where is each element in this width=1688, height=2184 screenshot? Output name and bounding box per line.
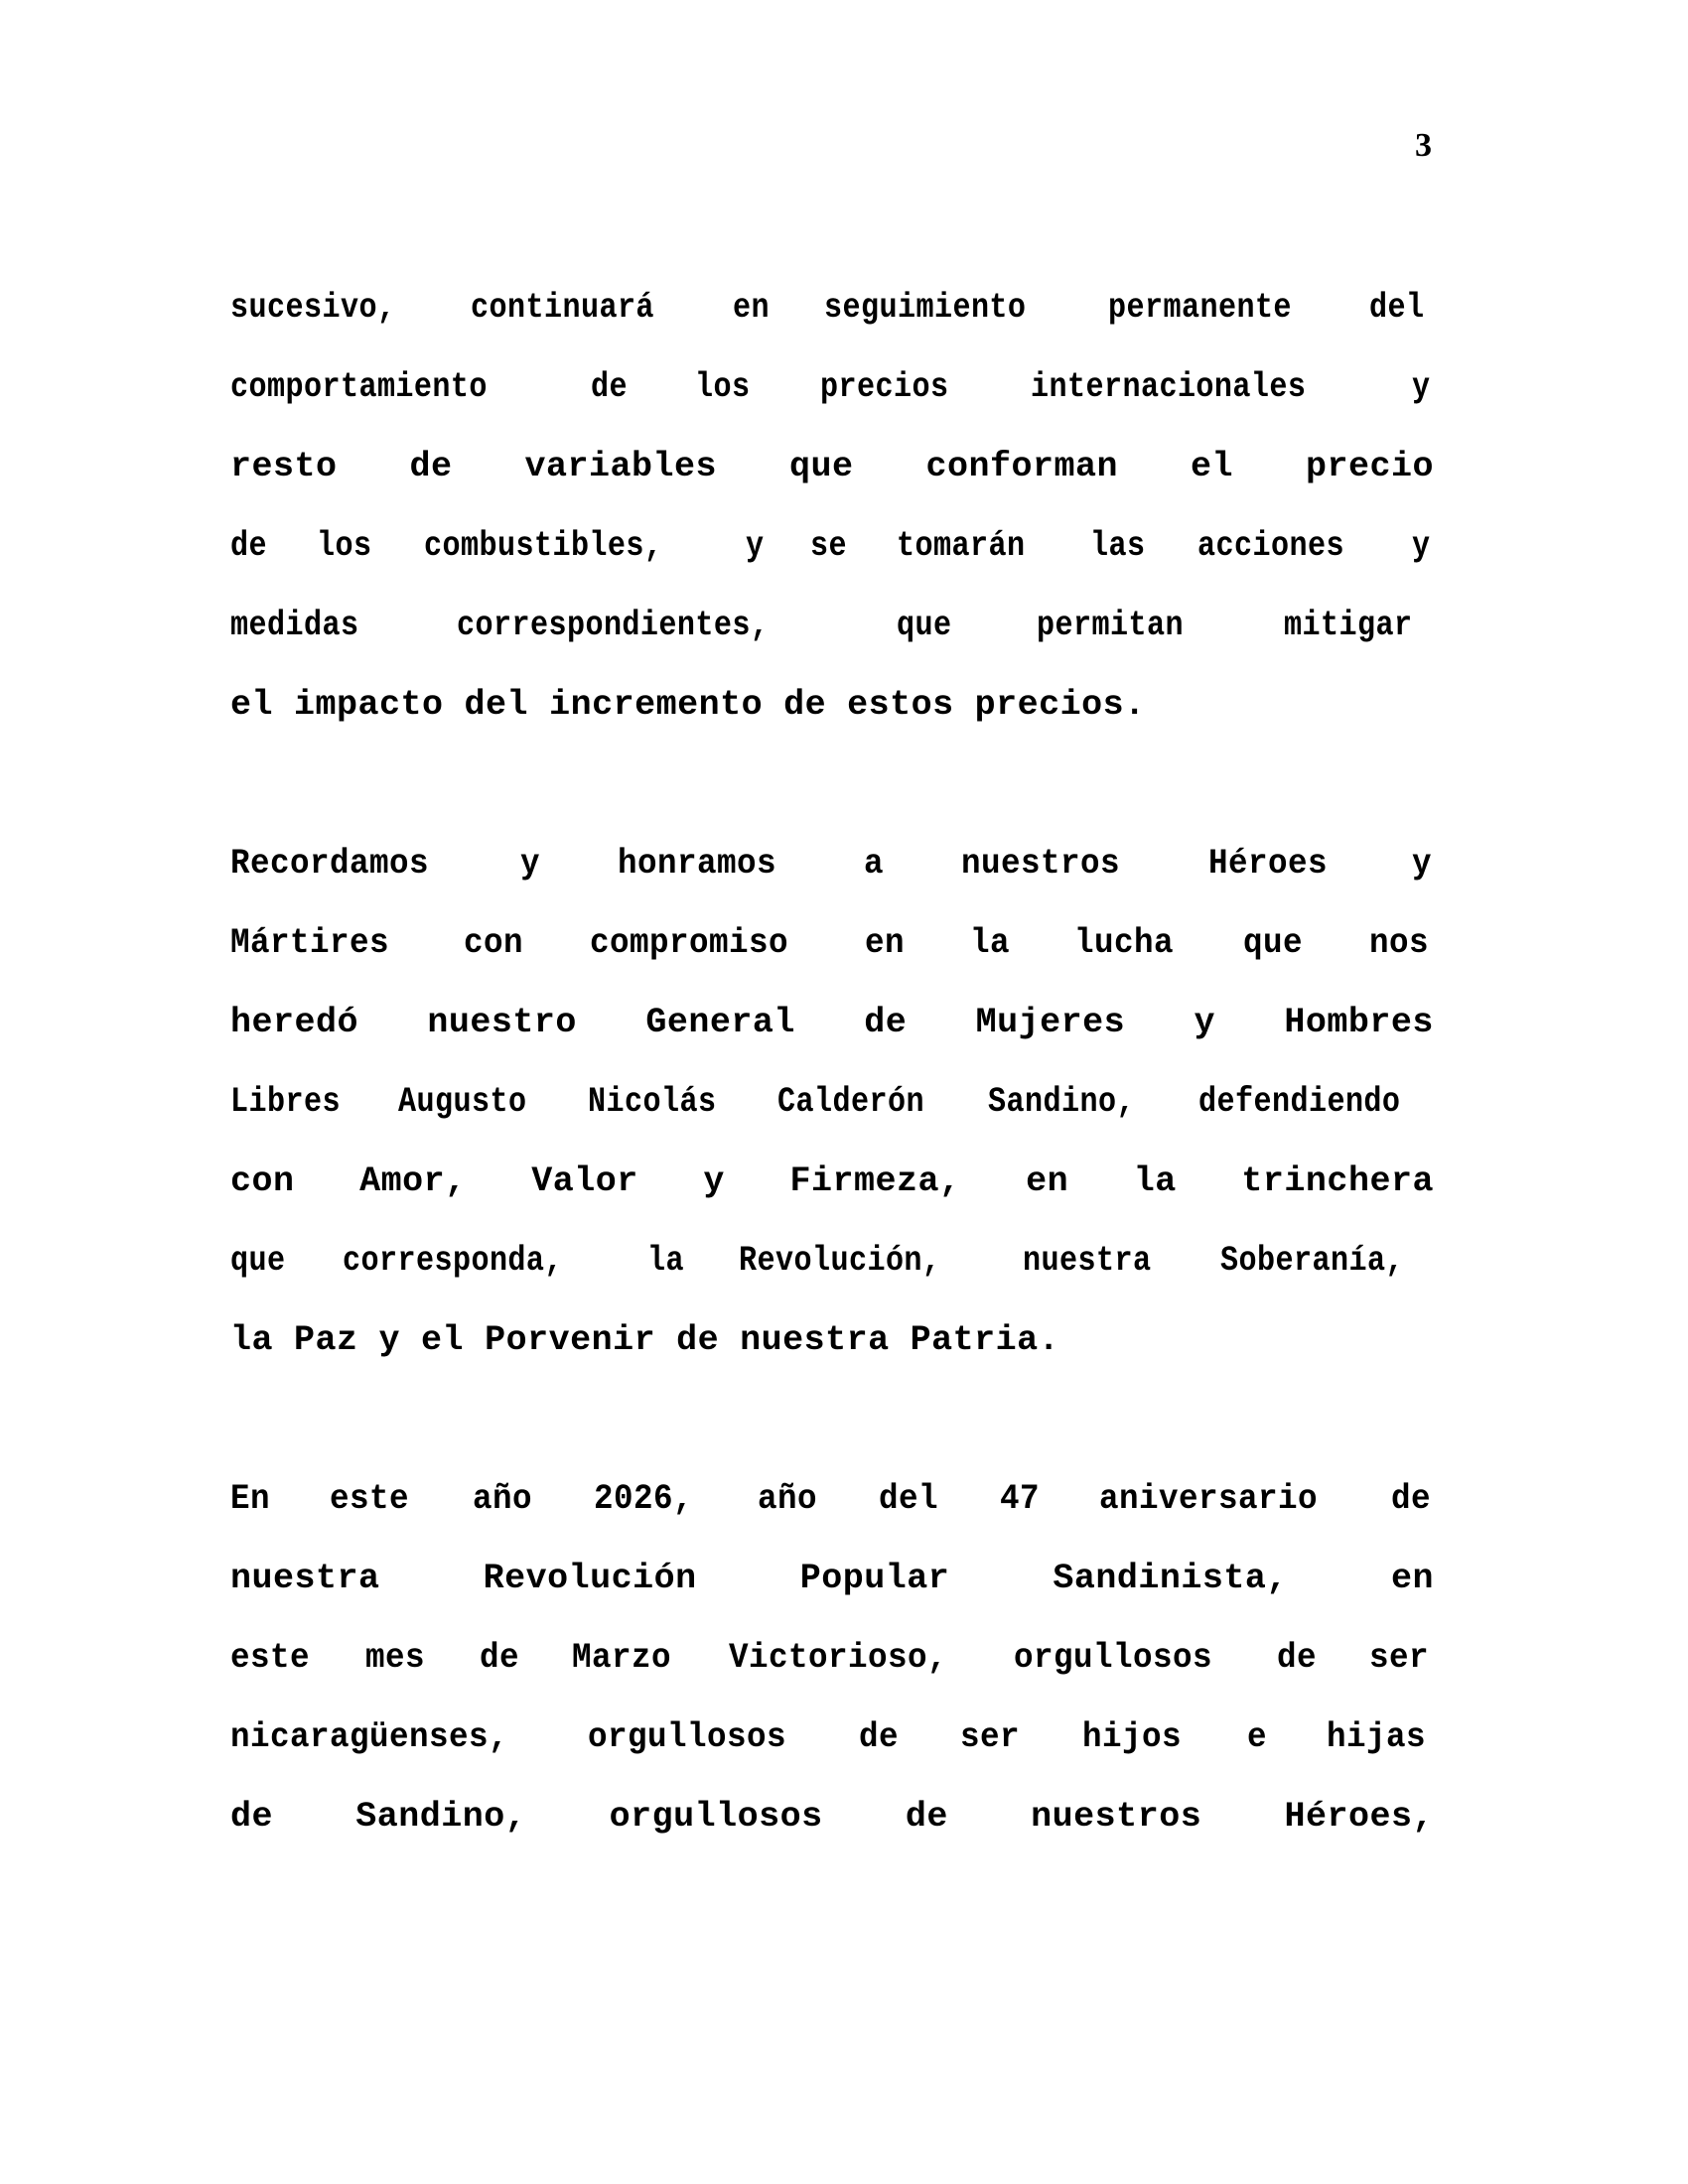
word: nuestra: [740, 1320, 890, 1360]
word: del: [878, 1479, 938, 1519]
word: con: [463, 923, 523, 963]
word: y: [1412, 526, 1431, 566]
word: y: [519, 844, 540, 884]
word: Sandinista,: [1053, 1559, 1288, 1598]
text-line: [230, 1757, 1434, 1837]
word: se: [810, 526, 848, 566]
paragraph: [230, 1439, 1434, 1837]
word: Revolución,: [739, 1241, 941, 1281]
text-line: [230, 407, 1434, 486]
word: incremento: [549, 685, 764, 725]
word: orgullosos: [1013, 1638, 1212, 1678]
word: Nicolás: [588, 1082, 717, 1122]
word: lucha: [1074, 923, 1175, 963]
word: estos: [847, 685, 954, 725]
word: a: [864, 844, 885, 884]
word: Patria.: [910, 1320, 1060, 1360]
word: Paz: [294, 1320, 358, 1360]
word: honramos: [617, 844, 776, 884]
word: de: [590, 367, 628, 407]
word: de: [230, 526, 267, 566]
word: Porvenir: [485, 1320, 656, 1360]
word: tomarán: [897, 526, 1026, 566]
word: ser: [960, 1717, 1020, 1757]
word: que: [1243, 923, 1304, 963]
word: en: [1026, 1161, 1069, 1201]
word: combustibles,: [424, 526, 663, 566]
word: y: [703, 1161, 725, 1201]
word: nuestros: [1031, 1797, 1202, 1837]
word: Mártires: [230, 923, 389, 963]
text-line: [230, 1439, 1434, 1519]
word: sucesivo,: [230, 288, 396, 328]
word: Firmeza,: [789, 1161, 961, 1201]
word: las: [1089, 526, 1146, 566]
word: de: [864, 1003, 908, 1042]
word: General: [645, 1003, 795, 1042]
word: la: [1133, 1161, 1177, 1201]
word: e: [1247, 1717, 1268, 1757]
word: Mujeres: [975, 1003, 1126, 1042]
word: de: [230, 1797, 274, 1837]
word: nuestro: [427, 1003, 577, 1042]
page-number: 3: [1415, 127, 1432, 164]
word: nicaragüenses,: [230, 1717, 508, 1757]
text-line: [230, 248, 1434, 328]
word: defendiendo: [1198, 1082, 1401, 1122]
word: los: [694, 367, 751, 407]
word: año: [757, 1479, 817, 1519]
word: hijos: [1082, 1717, 1183, 1757]
word: 2026,: [593, 1479, 693, 1519]
word: Amor,: [359, 1161, 467, 1201]
text-line: [230, 645, 1434, 725]
word: heredó: [230, 1003, 359, 1042]
word: trinchera: [1241, 1161, 1434, 1201]
word: nuestros: [961, 844, 1121, 884]
word: Libres: [230, 1082, 341, 1122]
word: acciones: [1197, 526, 1345, 566]
word: el: [1190, 447, 1233, 486]
word: compromiso: [589, 923, 788, 963]
word: de: [1390, 1479, 1431, 1519]
word: corresponda,: [343, 1241, 564, 1281]
word: mitigar: [1284, 606, 1413, 645]
word: de: [783, 685, 827, 725]
word: la: [969, 923, 1010, 963]
paragraph: [230, 804, 1434, 1360]
word: de: [859, 1717, 900, 1757]
text-line: [230, 1678, 1434, 1757]
word: permanente: [1107, 288, 1292, 328]
word: resto: [230, 447, 338, 486]
word: y: [745, 526, 765, 566]
text-line: [230, 804, 1434, 884]
text-line: [230, 963, 1434, 1042]
word: ser: [1369, 1638, 1430, 1678]
word: aniversario: [1098, 1479, 1318, 1519]
word: comportamiento: [230, 367, 488, 407]
text-line: [230, 566, 1434, 645]
word: de: [905, 1797, 948, 1837]
word: año: [472, 1479, 532, 1519]
word: Revolución: [483, 1559, 697, 1598]
word: el: [421, 1320, 465, 1360]
word: la: [647, 1241, 685, 1281]
word: precios.: [974, 685, 1146, 725]
word: este: [330, 1479, 410, 1519]
word: que: [788, 447, 854, 486]
word: en: [733, 288, 771, 328]
word: Héroes,: [1284, 1797, 1434, 1837]
word: permitan: [1037, 606, 1185, 645]
word: Soberanía,: [1219, 1241, 1404, 1281]
word: internacionales: [1031, 367, 1307, 407]
word: de: [676, 1320, 720, 1360]
word: impacto: [294, 685, 444, 725]
word: y: [1194, 1003, 1216, 1042]
word: los: [316, 526, 372, 566]
word: nuestra: [1022, 1241, 1152, 1281]
word: y: [1412, 844, 1433, 884]
word: medidas: [230, 606, 359, 645]
text-line: [230, 1519, 1434, 1598]
word: del: [1369, 288, 1425, 328]
word: nos: [1369, 923, 1430, 963]
word: Augusto: [398, 1082, 527, 1122]
word: conforman: [925, 447, 1118, 486]
word: continuará: [471, 288, 655, 328]
word: que: [896, 606, 951, 645]
word: y: [378, 1320, 401, 1360]
word: Calderón: [776, 1082, 924, 1122]
word: con: [230, 1161, 295, 1201]
word: el: [230, 685, 274, 725]
text-line: [230, 1122, 1434, 1201]
word: mes: [365, 1638, 426, 1678]
text-line: [230, 1281, 1434, 1360]
word: 47: [999, 1479, 1040, 1519]
word: Sandino,: [988, 1082, 1136, 1122]
word: de: [409, 447, 453, 486]
word: Hombres: [1284, 1003, 1434, 1042]
word: de: [1277, 1638, 1318, 1678]
text-line: [230, 1598, 1434, 1678]
word: de: [480, 1638, 520, 1678]
word: Héroes: [1207, 844, 1328, 884]
word: este: [230, 1638, 310, 1678]
word: Sandino,: [355, 1797, 527, 1837]
text-line: [230, 1201, 1434, 1281]
word: Popular: [799, 1559, 950, 1598]
word: del: [464, 685, 529, 725]
word: correspondientes,: [456, 606, 770, 645]
word: precios: [819, 367, 949, 407]
word: seguimiento: [824, 288, 1027, 328]
word: Marzo: [572, 1638, 672, 1678]
word: la: [230, 1320, 274, 1360]
word: orgullosos: [609, 1797, 823, 1837]
word: orgullosos: [587, 1717, 786, 1757]
paragraph: [230, 248, 1434, 725]
text-line: [230, 884, 1434, 963]
word: hijas: [1327, 1717, 1427, 1757]
word: Victorioso,: [729, 1638, 948, 1678]
text-line: [230, 486, 1434, 566]
word: variables: [524, 447, 718, 486]
word: En: [230, 1479, 271, 1519]
word: en: [865, 923, 906, 963]
document-body: [230, 248, 1434, 1837]
word: precio: [1305, 447, 1434, 486]
word: Recordamos: [230, 844, 429, 884]
word: en: [1390, 1559, 1434, 1598]
text-line: [230, 1042, 1434, 1122]
word: que: [230, 1241, 286, 1281]
word: Valor: [531, 1161, 638, 1201]
text-line: [230, 328, 1434, 407]
word: nuestra: [230, 1559, 380, 1598]
word: y: [1412, 367, 1431, 407]
